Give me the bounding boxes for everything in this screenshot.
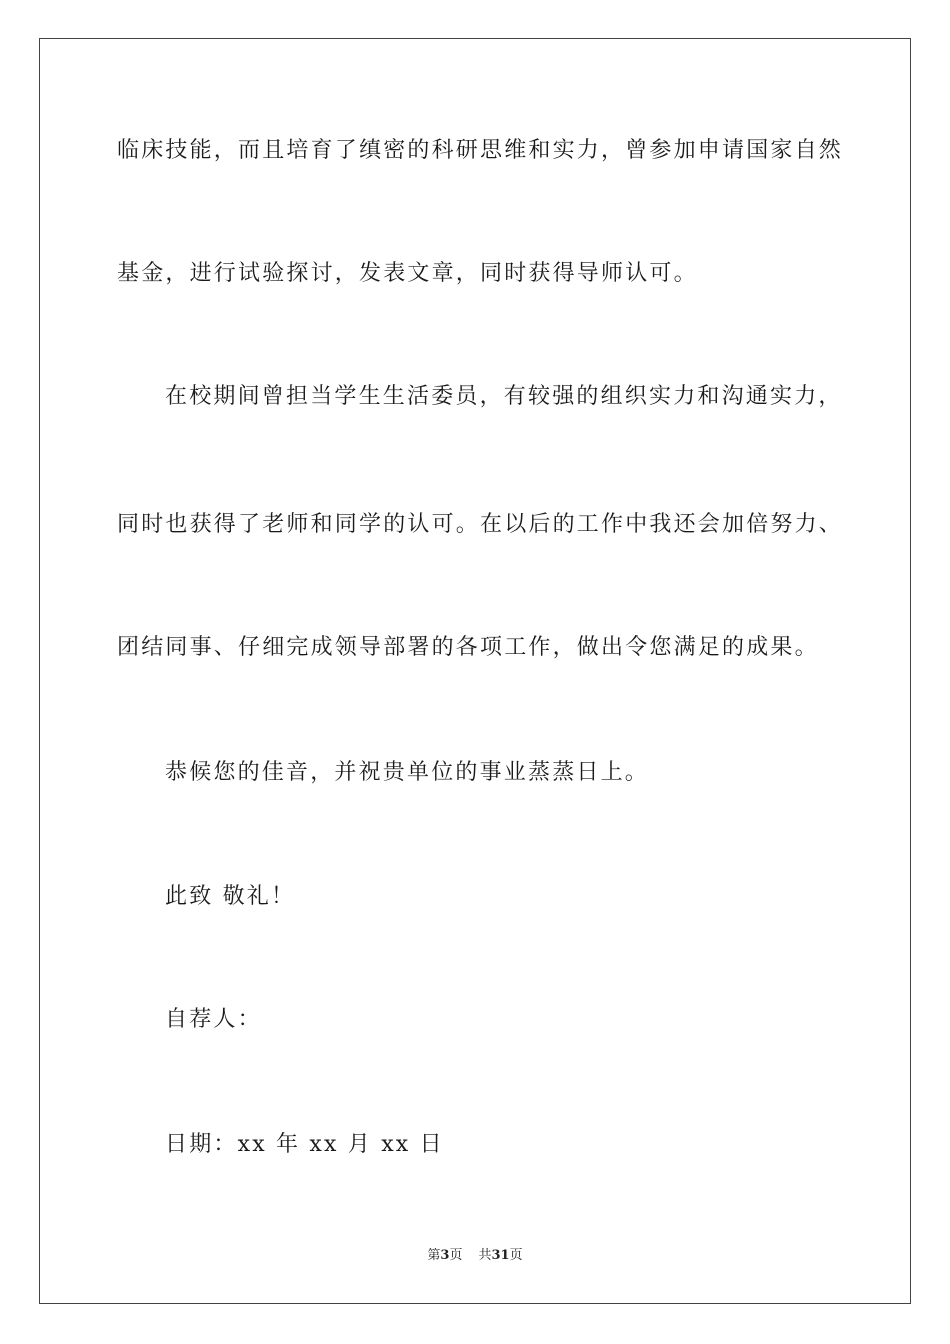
total-pages: 31 [491, 1248, 510, 1263]
page-prefix: 第 [427, 1248, 441, 1263]
page-number: 3 [440, 1248, 450, 1263]
paragraph-line: 基金，进行试验探讨，发表文章，同时获得导师认可。 [117, 261, 698, 286]
date-line: 日期：xx 年 xx 月 xx 日 [165, 1132, 444, 1157]
page-border [39, 38, 911, 1304]
page-footer [0, 1247, 950, 1265]
page-suffix: 页 [449, 1248, 463, 1263]
total-prefix: 共 [478, 1248, 492, 1263]
paragraph-line: 在校期间曾担当学生生活委员，有较强的组织实力和沟通实力， [165, 384, 843, 409]
paragraph-line: 团结同事、仔细完成领导部署的各项工作，做出令您满足的成果。 [117, 635, 819, 660]
signer-label: 自荐人： [165, 1007, 262, 1032]
paragraph-line: 临床技能，而且培育了缜密的科研思维和实力，曾参加申请国家自然 [117, 138, 844, 163]
paragraph-line: 恭候您的佳音，并祝贵单位的事业蒸蒸日上。 [165, 760, 650, 785]
closing-salutation: 此致 敬礼！ [165, 884, 296, 909]
total-suffix: 页 [509, 1248, 523, 1263]
paragraph-line: 同时也获得了老师和同学的认可。在以后的工作中我还会加倍努力、 [117, 512, 844, 537]
